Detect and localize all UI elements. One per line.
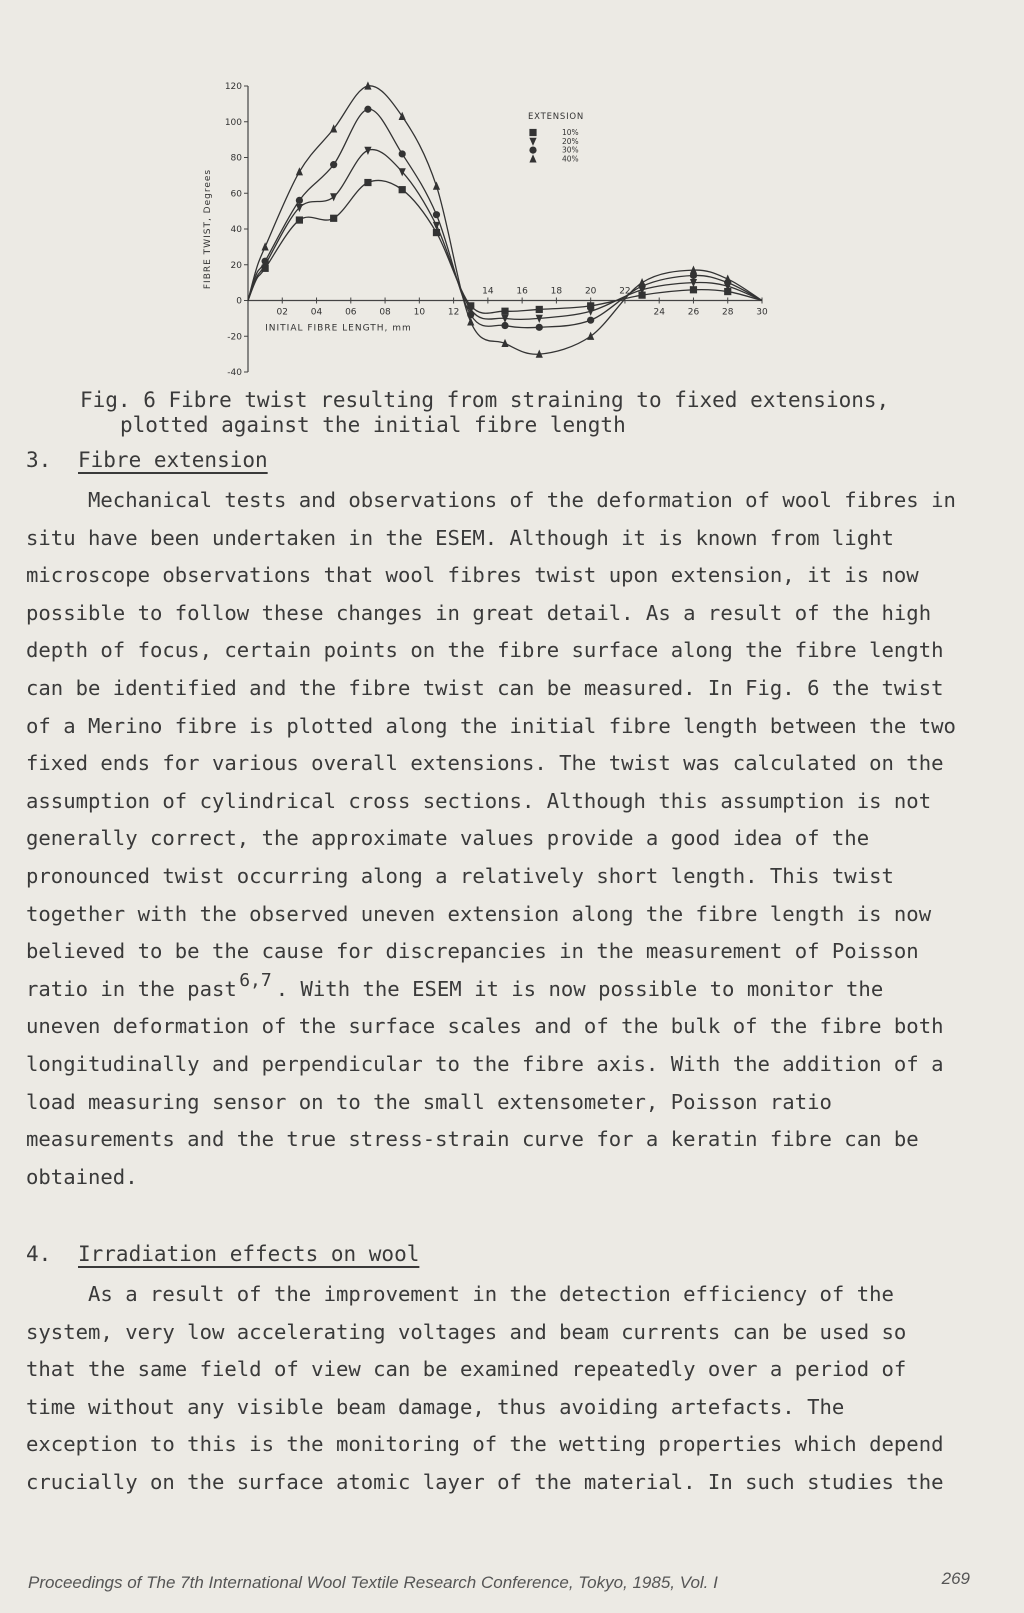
series-line: [248, 109, 762, 328]
body-line: Mechanical tests and observations of the deformation of wool fibres in: [88, 488, 956, 512]
body-line: depth of focus, certain points on the fibre surface along the fibre length: [26, 638, 944, 663]
body-line: fixed ends for various overall extensions. The twist was calculated on the: [26, 751, 944, 776]
data-point: [296, 216, 303, 223]
body-line: of a Merino fibre is plotted along the initial fibre length between the two: [26, 713, 956, 738]
x-tick-label: 02: [276, 307, 288, 318]
data-point: [536, 324, 543, 331]
section-3-title: Fibre extension: [78, 448, 268, 472]
series-10pct: [248, 179, 762, 315]
section-4-number: 4.: [26, 1242, 52, 1266]
y-axis-label: FIBRE TWIST, Degrees: [203, 168, 213, 290]
body-text: . With the ESEM it is now possible to monitor the: [275, 976, 884, 1001]
data-point: [262, 242, 269, 250]
fibre-twist-chart: [0, 0, 1024, 390]
legend-label: 30%: [562, 145, 579, 155]
y-tick-label: 0: [236, 296, 242, 307]
legend-label: 40%: [562, 154, 579, 164]
legend-item: [529, 154, 578, 163]
data-point: [262, 258, 269, 265]
page-footer: [28, 1569, 988, 1593]
body-line: situ have been undertaken in the ESEM. Although it is known from light: [26, 525, 894, 550]
body-line: system, very low accelerating voltages and beam currents can be used so: [26, 1319, 907, 1344]
body-line: can be identified and the fibre twist can be measured. In Fig. 6 the twist: [26, 675, 944, 700]
caption-line-1: Fig. 6 Fibre twist resulting from straining to fixed extensions,: [80, 388, 890, 412]
body-line: generally correct, the approximate values provide a good idea of the: [26, 826, 870, 851]
data-point: [364, 147, 371, 155]
data-point: [330, 215, 337, 222]
data-point: [587, 317, 594, 324]
data-point: [529, 129, 536, 136]
legend-item: [529, 146, 578, 155]
x-tick-label: 18: [550, 286, 563, 297]
y-tick-label: 100: [224, 117, 242, 128]
chart-axes: [203, 82, 768, 378]
data-point: [330, 193, 337, 201]
caption-line-2: plotted against the initial fibre length: [120, 413, 626, 437]
data-point: [364, 179, 371, 186]
data-point: [330, 161, 337, 168]
data-point: [399, 150, 406, 157]
body-line: exception to this is the monitoring of the wetting properties which depend: [26, 1432, 944, 1457]
x-tick-label: 20: [584, 286, 597, 297]
body-line: together with the observed uneven extension along the fibre length is now: [26, 901, 932, 926]
x-tick-label: 24: [653, 307, 665, 318]
body-line: crucially on the surface atomic layer of the material. In such studies the: [26, 1469, 944, 1494]
data-point: [638, 278, 645, 286]
body-line: obtained.: [26, 1164, 138, 1189]
x-tick-label: 12: [447, 307, 460, 318]
legend-title: EXTENSION: [527, 112, 585, 122]
body-line: time without any visible beam damage, thus avoiding artefacts. The: [26, 1394, 845, 1419]
x-tick-label: 14: [482, 286, 494, 297]
data-point: [587, 332, 594, 340]
x-tick-label: 30: [756, 307, 768, 318]
data-point: [296, 197, 303, 204]
section-3-number: 3.: [26, 448, 52, 472]
body-line: measurements and the true stress-strain curve for a keratin fibre can be: [26, 1127, 919, 1152]
y-tick-label: 20: [230, 260, 242, 271]
y-tick-label: 60: [230, 189, 242, 200]
x-tick-label: 08: [379, 307, 391, 318]
x-tick-label: 04: [310, 307, 323, 318]
y-tick-label: -20: [227, 332, 242, 343]
data-point: [399, 186, 406, 193]
section-4-heading: [26, 1242, 419, 1266]
data-point: [690, 286, 697, 293]
body-line: load measuring sensor on to the small extensometer, Poisson ratio: [26, 1089, 832, 1114]
body-line: pronounced twist occurring along a relatively short length. This twist: [26, 863, 894, 888]
body-line: longitudinally and perpendicular to the fibre axis. With the addition of a: [26, 1051, 944, 1076]
x-tick-label: 22: [619, 286, 631, 297]
section-3-body: [26, 482, 986, 1196]
body-text: ratio in the past: [26, 976, 237, 1001]
x-tick-label: 16: [516, 286, 528, 297]
chart-series: [248, 81, 762, 357]
data-point: [536, 306, 543, 313]
body-line: microscope observations that wool fibres twist upon extension, it is now: [26, 563, 919, 588]
x-tick-label: 26: [687, 307, 700, 318]
body-line: that the same field of view can be examined repeatedly over a period of: [26, 1357, 907, 1382]
section-3-heading: [26, 448, 268, 472]
y-tick-label: 40: [230, 225, 242, 235]
body-line: believed to be the cause for discrepancies in the measurement of Poisson: [26, 939, 919, 964]
x-axis-label: INITIAL FIBRE LENGTH, mm: [265, 323, 412, 334]
x-tick-label: 10: [413, 307, 426, 318]
y-tick-label: -40: [227, 368, 242, 378]
y-tick-label: 80: [230, 153, 242, 164]
x-tick-label: 28: [722, 307, 734, 318]
footer-citation: Proceedings of The 7th International Wool Textile Research Conference, Tokyo, 1985, Vol. I: [28, 1573, 718, 1592]
x-tick-label: 06: [345, 307, 357, 318]
legend-item: [529, 137, 578, 146]
body-line: As a result of the improvement in the detection efficiency of the: [88, 1282, 894, 1306]
data-point: [529, 147, 536, 154]
legend-label: 10%: [562, 128, 579, 137]
legend-item: [529, 128, 578, 137]
series-20pct: [248, 147, 762, 323]
section-4-body: [26, 1276, 986, 1502]
body-line: uneven deformation of the surface scales and of the bulk of the fibre both: [26, 1014, 944, 1039]
body-line: assumption of cylindrical cross sections. Although this assumption is not: [26, 788, 932, 813]
data-point: [364, 106, 371, 113]
data-point: [501, 308, 508, 315]
chart-legend: [528, 112, 584, 163]
data-point: [433, 211, 440, 218]
body-line: possible to follow these changes in great detail. As a result of the high: [26, 600, 932, 625]
section-4-title: Irradiation effects on wool: [78, 1242, 420, 1266]
figure-caption: [80, 388, 889, 438]
legend-label: 20%: [562, 136, 579, 146]
reference-superscript: 6,7: [239, 969, 272, 991]
body-line-with-reference: [26, 971, 986, 1009]
data-point: [433, 182, 440, 190]
data-point: [501, 322, 508, 329]
data-point: [529, 138, 536, 146]
page-number: 269: [941, 1569, 970, 1588]
data-point: [529, 154, 536, 162]
y-tick-label: 120: [224, 82, 242, 92]
